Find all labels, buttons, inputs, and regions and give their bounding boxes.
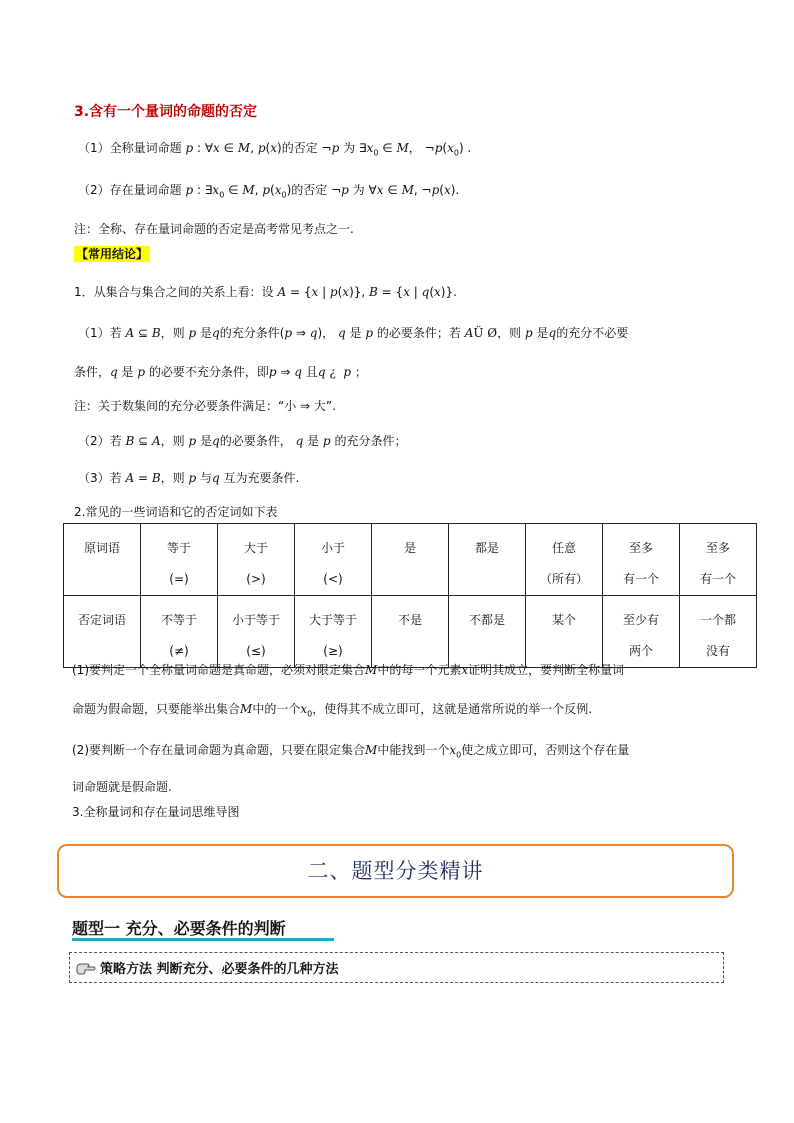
table-cell: 都是 — [449, 524, 526, 596]
table-cell: 是 — [372, 524, 449, 596]
table-row — [64, 524, 757, 596]
table-cell: 某个 — [526, 596, 603, 668]
table-cell: 不都是 — [449, 596, 526, 668]
mindmap-heading: 3.全称量词和存在量词思维导图 — [72, 805, 240, 819]
table-cell: 不等于 (≠) — [141, 596, 218, 668]
paragraph-universal-false: 命题为假命题，只要能举出集合M中的一个$x_0$，使得其不成立即可，这就是通常所说的举一个反例. — [72, 702, 593, 719]
conclusion-1-case-3: （3）若 A = B，则 p 与q 互为充要条件. — [78, 471, 300, 485]
table-cell: 否定词语 — [64, 596, 141, 668]
table-cell: 大于 (>) — [218, 524, 295, 596]
negation-universal: （1）全称量词命题 p : ∀x ∈ M, p(x)的否定 ¬p 为 $\exists x_0$ ∈ M， $\neg p(x_0)$ . — [78, 141, 472, 158]
negation-words-table — [63, 523, 757, 668]
section-title: 3.含有一个量词的命题的否定 — [74, 104, 258, 120]
table-cell: 至少有 两个 — [603, 596, 680, 668]
table-cell: 小于 (<) — [295, 524, 372, 596]
conclusion-label: 【常用结论】 — [76, 247, 149, 261]
paragraph-existential-false: 词命题就是假命题. — [72, 780, 172, 794]
table-cell: 等于 (=) — [141, 524, 218, 596]
strategy-label: 策略方法 判断充分、必要条件的几种方法 — [100, 962, 339, 977]
note-exam-point: 注：全称、存在量词命题的否定是高考常见考点之一. — [74, 222, 354, 236]
table-cell: 原词语 — [64, 524, 141, 596]
heading-underline — [72, 938, 334, 941]
conclusion-2-title: 2.常见的一些词语和它的否定词如下表 — [74, 505, 278, 519]
note-number-sets: 注：关于数集间的充分必要条件满足：“小 ⇒ 大”. — [74, 399, 336, 413]
paragraph-universal-true: (1)要判定一个全称量词命题是真命题，必须对限定集合M中的每一个元素x证明其成立，要判断全称量词 — [72, 663, 625, 677]
paragraph-existential-true: (2)要判断一个存在量词命题为真命题，只要在限定集合M中能找到一个$x_0$使之成立即可，否则这个存在量 — [72, 743, 630, 760]
question-type-heading: 题型一 充分、必要条件的判断 — [72, 919, 286, 938]
table-cell: 小于等于 (≤) — [218, 596, 295, 668]
table-cell: 不是 — [372, 596, 449, 668]
table-cell: 一个都 没有 — [680, 596, 757, 668]
conclusion-1: 1．从集合与集合之间的关系上看：设 A = {x | p(x)}, B = {x | q(x)}. — [74, 285, 457, 299]
table-cell: 任意 （所有） — [526, 524, 603, 596]
conclusion-1-case-2: （2）若 B ⊆ A，则 p 是q的必要条件， q 是 p 的充分条件； — [78, 434, 407, 448]
conclusion-1-case-1-cont: 条件，q 是 p 的必要不充分条件，即p ⇒ q 且q ¿ p ； — [74, 365, 367, 379]
strategy-box — [69, 952, 724, 983]
negation-existential: （2）存在量词命题 p : $\exists x_0$ ∈ M, $p(x_0)$的否定 ¬p 为 ∀x ∈ M, ¬p(x). — [78, 183, 460, 200]
pointing-hand-icon — [76, 960, 96, 976]
conclusion-1-case-1: （1）若 A ⊆ B，则 p 是q的充分条件(p ⇒ q)， q 是 p 的必要条件；若 AÜ Ø，则 p 是q的充分不必要 — [78, 326, 629, 340]
table-cell: 至多 有一个 — [603, 524, 680, 596]
banner-title: 二、题型分类精讲 — [307, 859, 484, 883]
table-row — [64, 596, 757, 668]
section-banner — [57, 844, 734, 898]
table-cell: 大于等于 (≥) — [295, 596, 372, 668]
table-cell: 至多 有一个 — [680, 524, 757, 596]
conclusion-tag — [74, 245, 150, 262]
